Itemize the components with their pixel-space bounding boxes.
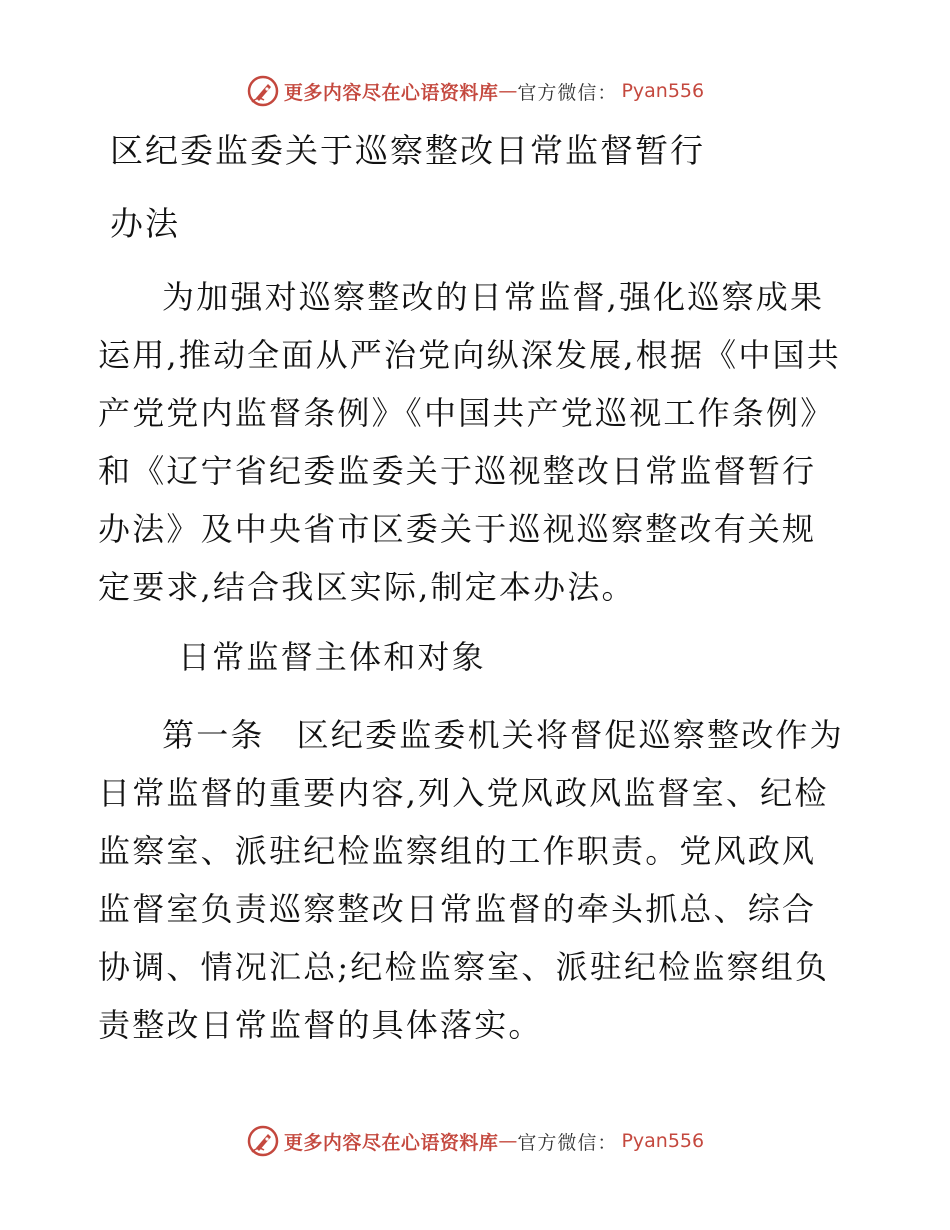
document-title-line-2: 办法 bbox=[110, 204, 180, 243]
document-title-line-1: 区纪委监委关于巡察整改日常监督暂行 bbox=[110, 131, 705, 170]
article-1-label: 第一条 bbox=[162, 716, 265, 754]
article-1-text: 区纪委监委机关将督促巡察整改作为日常监督的重要内容,列入党风政风监督室、纪检监察室、派驻纪检监察组的工作职责。党风政风监督室负责巡察整改日常监督的牵头抓总、综合协调、情况汇总;纪检监察室、派驻纪检监察组负责整改日常监督的具体落实。 bbox=[98, 716, 844, 1044]
watermark-dash: — bbox=[498, 80, 518, 102]
header-watermark bbox=[0, 74, 950, 108]
watermark-dash: — bbox=[498, 1130, 518, 1152]
watermark-main-text: 更多内容尽在心语资料库 bbox=[283, 81, 499, 104]
watermark-wechat-id: Pyan556 bbox=[621, 1130, 705, 1152]
pen-nib-logo-icon bbox=[246, 74, 280, 108]
watermark-wechat-id: Pyan556 bbox=[621, 80, 705, 102]
footer-watermark bbox=[0, 1124, 950, 1158]
pen-nib-logo-icon bbox=[246, 1124, 280, 1158]
intro-paragraph: 为加强对巡察整改的日常监督,强化巡察成果运用,推动全面从严治党向纵深发展,根据《中国共产党党内监督条例》《中国共产党巡视工作条例》和《辽宁省纪委监委关于巡视整改日常监督暂行办法》及中央省市区委关于巡视巡察整改有关规定要求,结合我区实际,制定本办法。 bbox=[98, 278, 841, 606]
watermark-sub-text: 官方微信： bbox=[517, 1131, 618, 1154]
watermark-sub-text: 官方微信： bbox=[517, 81, 618, 104]
section-heading: 日常监督主体和对象 bbox=[178, 638, 486, 676]
article-1-paragraph bbox=[98, 706, 850, 1054]
watermark-main-text: 更多内容尽在心语资料库 bbox=[283, 1131, 499, 1154]
